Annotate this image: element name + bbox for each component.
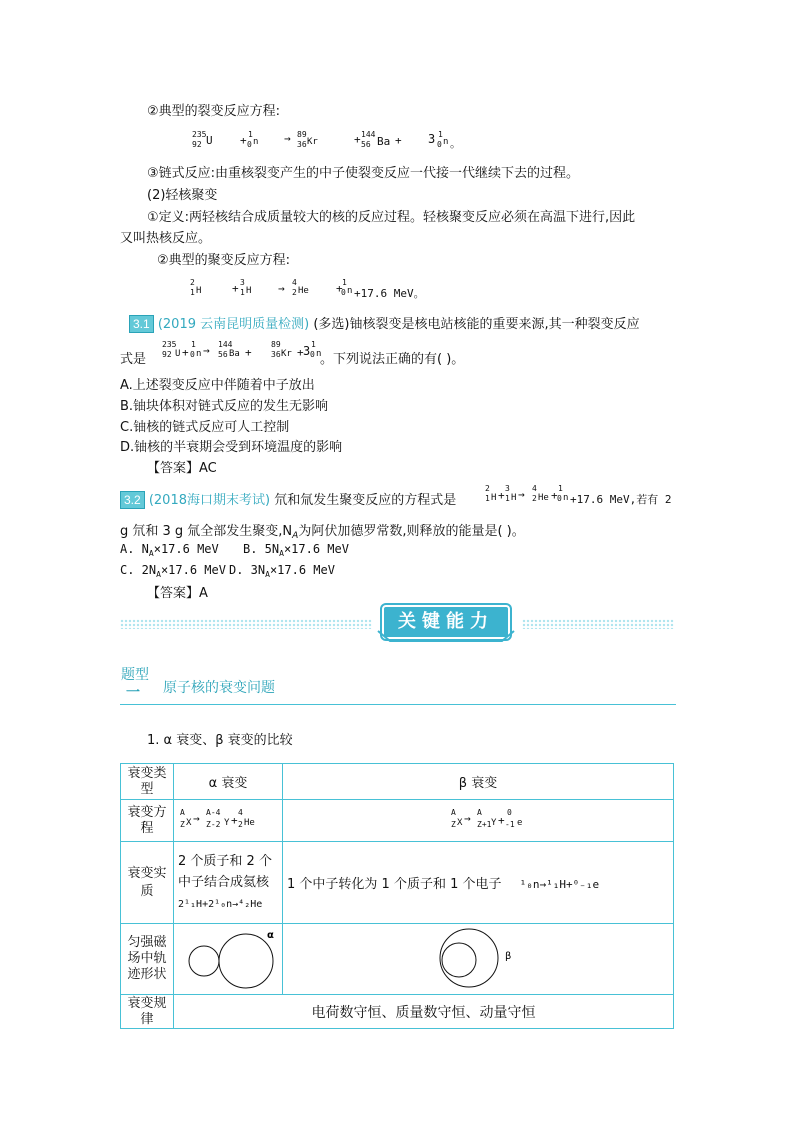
topic-label: 题型	[121, 667, 149, 683]
row-label: 匀强磁场中轨迹形状	[121, 924, 174, 995]
question-source: (2018海口期末考试)	[148, 493, 271, 508]
divider-left	[120, 619, 372, 629]
fission-equation: 235 92 U + 1 0 n → 89 36 Kr + 144 56 Ba + 3 1 0 n 。	[192, 130, 461, 150]
fusion-def-line1: ①定义:两轻核结合成质量较大的核的反应过程。轻核聚变反应必须在高温下进行,因此	[147, 210, 636, 225]
q31-option-d: D.铀核的半衰期会受到环境温度的影响	[120, 440, 343, 455]
q32-option-b: B. $5N_A\times 17.6$ MeV	[243, 542, 349, 558]
q32-equation: 2 1 H + 3 1 H → 4 2 He + 1 0 n +17.6 MeV,若有 2	[485, 484, 672, 506]
question-3-1	[129, 313, 640, 333]
alpha-mark: α	[267, 930, 274, 941]
fusion-eq-heading: ②典型的聚变反应方程:	[157, 253, 291, 268]
q32-option-d: D. $3N_A\times 17.6$ MeV	[229, 563, 335, 579]
q31-equation: 235 92 U + 1 0 n → 144 56 Ba + 89 36 Kr + 3 1 0 n	[162, 340, 322, 359]
row-label: 衰变实质	[121, 842, 174, 924]
subheading: 1. α 衰变、β 衰变的比较	[147, 733, 293, 748]
beta-equation: A Z X → A Z+1 Y + 0 -1 e	[283, 800, 674, 842]
q31-stem-prefix: 式是	[120, 352, 147, 367]
q31-option-b: B.铀块体积对链式反应的发生无影响	[120, 399, 329, 414]
question-stem: (多选)铀核裂变是核电站核能的重要来源,其一种裂变反应	[313, 317, 640, 332]
divider-right	[522, 619, 674, 629]
table-row	[121, 800, 674, 842]
beta-essence: 1 个中子转化为 1 个质子和 1 个电子 ¹₀n→¹₁H+⁰₋₁e	[283, 842, 674, 924]
fission-eq-heading: ②典型的裂变反应方程:	[147, 104, 281, 119]
table-row	[121, 995, 674, 1029]
topic-rule	[120, 704, 676, 705]
decay-rule: 电荷数守恒、质量数守恒、动量守恒	[174, 995, 674, 1029]
beta-mark: β	[505, 951, 512, 962]
row-label: 衰变方程	[121, 800, 174, 842]
fusion-def-line2: 又叫热核反应。	[120, 231, 212, 246]
alpha-essence: 2 个质子和 2 个中子结合成氦核2¹₁H+2¹₀n→⁴₂He	[174, 842, 283, 924]
fusion-equation: 2 1 H + 3 1 H → 4 2 He + 1 0 n +17.6 MeV。	[190, 278, 425, 300]
question-tag: 3.2	[120, 491, 145, 509]
q32-answer: 【答案】A	[147, 586, 208, 601]
decay-comparison-table	[120, 763, 674, 1029]
question-stem: 氘和氚发生聚变反应的方程式是	[274, 493, 457, 508]
banner-ribbon-icon	[376, 629, 516, 643]
table-row	[121, 842, 674, 924]
beta-track	[283, 924, 674, 995]
banner-label: 关键能力	[382, 605, 510, 639]
question-3-2	[120, 489, 456, 509]
alpha-track-diagram	[174, 924, 283, 990]
q31-option-c: C.铀核的链式反应可人工控制	[120, 420, 290, 435]
row-label: 衰变规律	[121, 995, 174, 1029]
topic-title: 原子核的衰变问题	[163, 680, 275, 696]
table-header-cell: 衰变类型	[121, 764, 174, 800]
q32-option-a: A. $N_A\times 17.6$ MeV	[120, 542, 219, 558]
alpha-equation: A Z X → A-4 Z-2 Y + 4 2 He	[174, 800, 283, 842]
table-row	[121, 924, 674, 995]
q32-stem-line2: g 氘和 3 g 氚全部发生聚变$,N_A$为阿伏加德罗常数,则释放的能量是( )。	[120, 524, 525, 541]
table-header-cell: α 衰变	[174, 764, 283, 800]
question-source: (2019 云南昆明质量检测)	[157, 317, 310, 332]
fusion-heading: (2)轻核聚变	[147, 188, 218, 203]
q31-option-a: A.上述裂变反应中伴随着中子放出	[120, 378, 315, 393]
beta-track-diagram	[283, 924, 674, 990]
question-tag: 3.1	[129, 315, 154, 333]
section-banner	[376, 603, 516, 641]
table-header-row	[121, 764, 674, 800]
q31-stem-suffix: 。下列说法正确的有( )。	[320, 352, 465, 367]
topic-number: 一	[126, 685, 140, 701]
q32-option-c: C. $2N_A\times 17.6$ MeV	[120, 563, 226, 579]
table-header-cell: β 衰变	[283, 764, 674, 800]
q31-answer: 【答案】AC	[147, 461, 217, 476]
alpha-track	[174, 924, 283, 995]
chain-reaction: ③链式反应:由重核裂变产生的中子使裂变反应一代接一代继续下去的过程。	[147, 166, 580, 181]
